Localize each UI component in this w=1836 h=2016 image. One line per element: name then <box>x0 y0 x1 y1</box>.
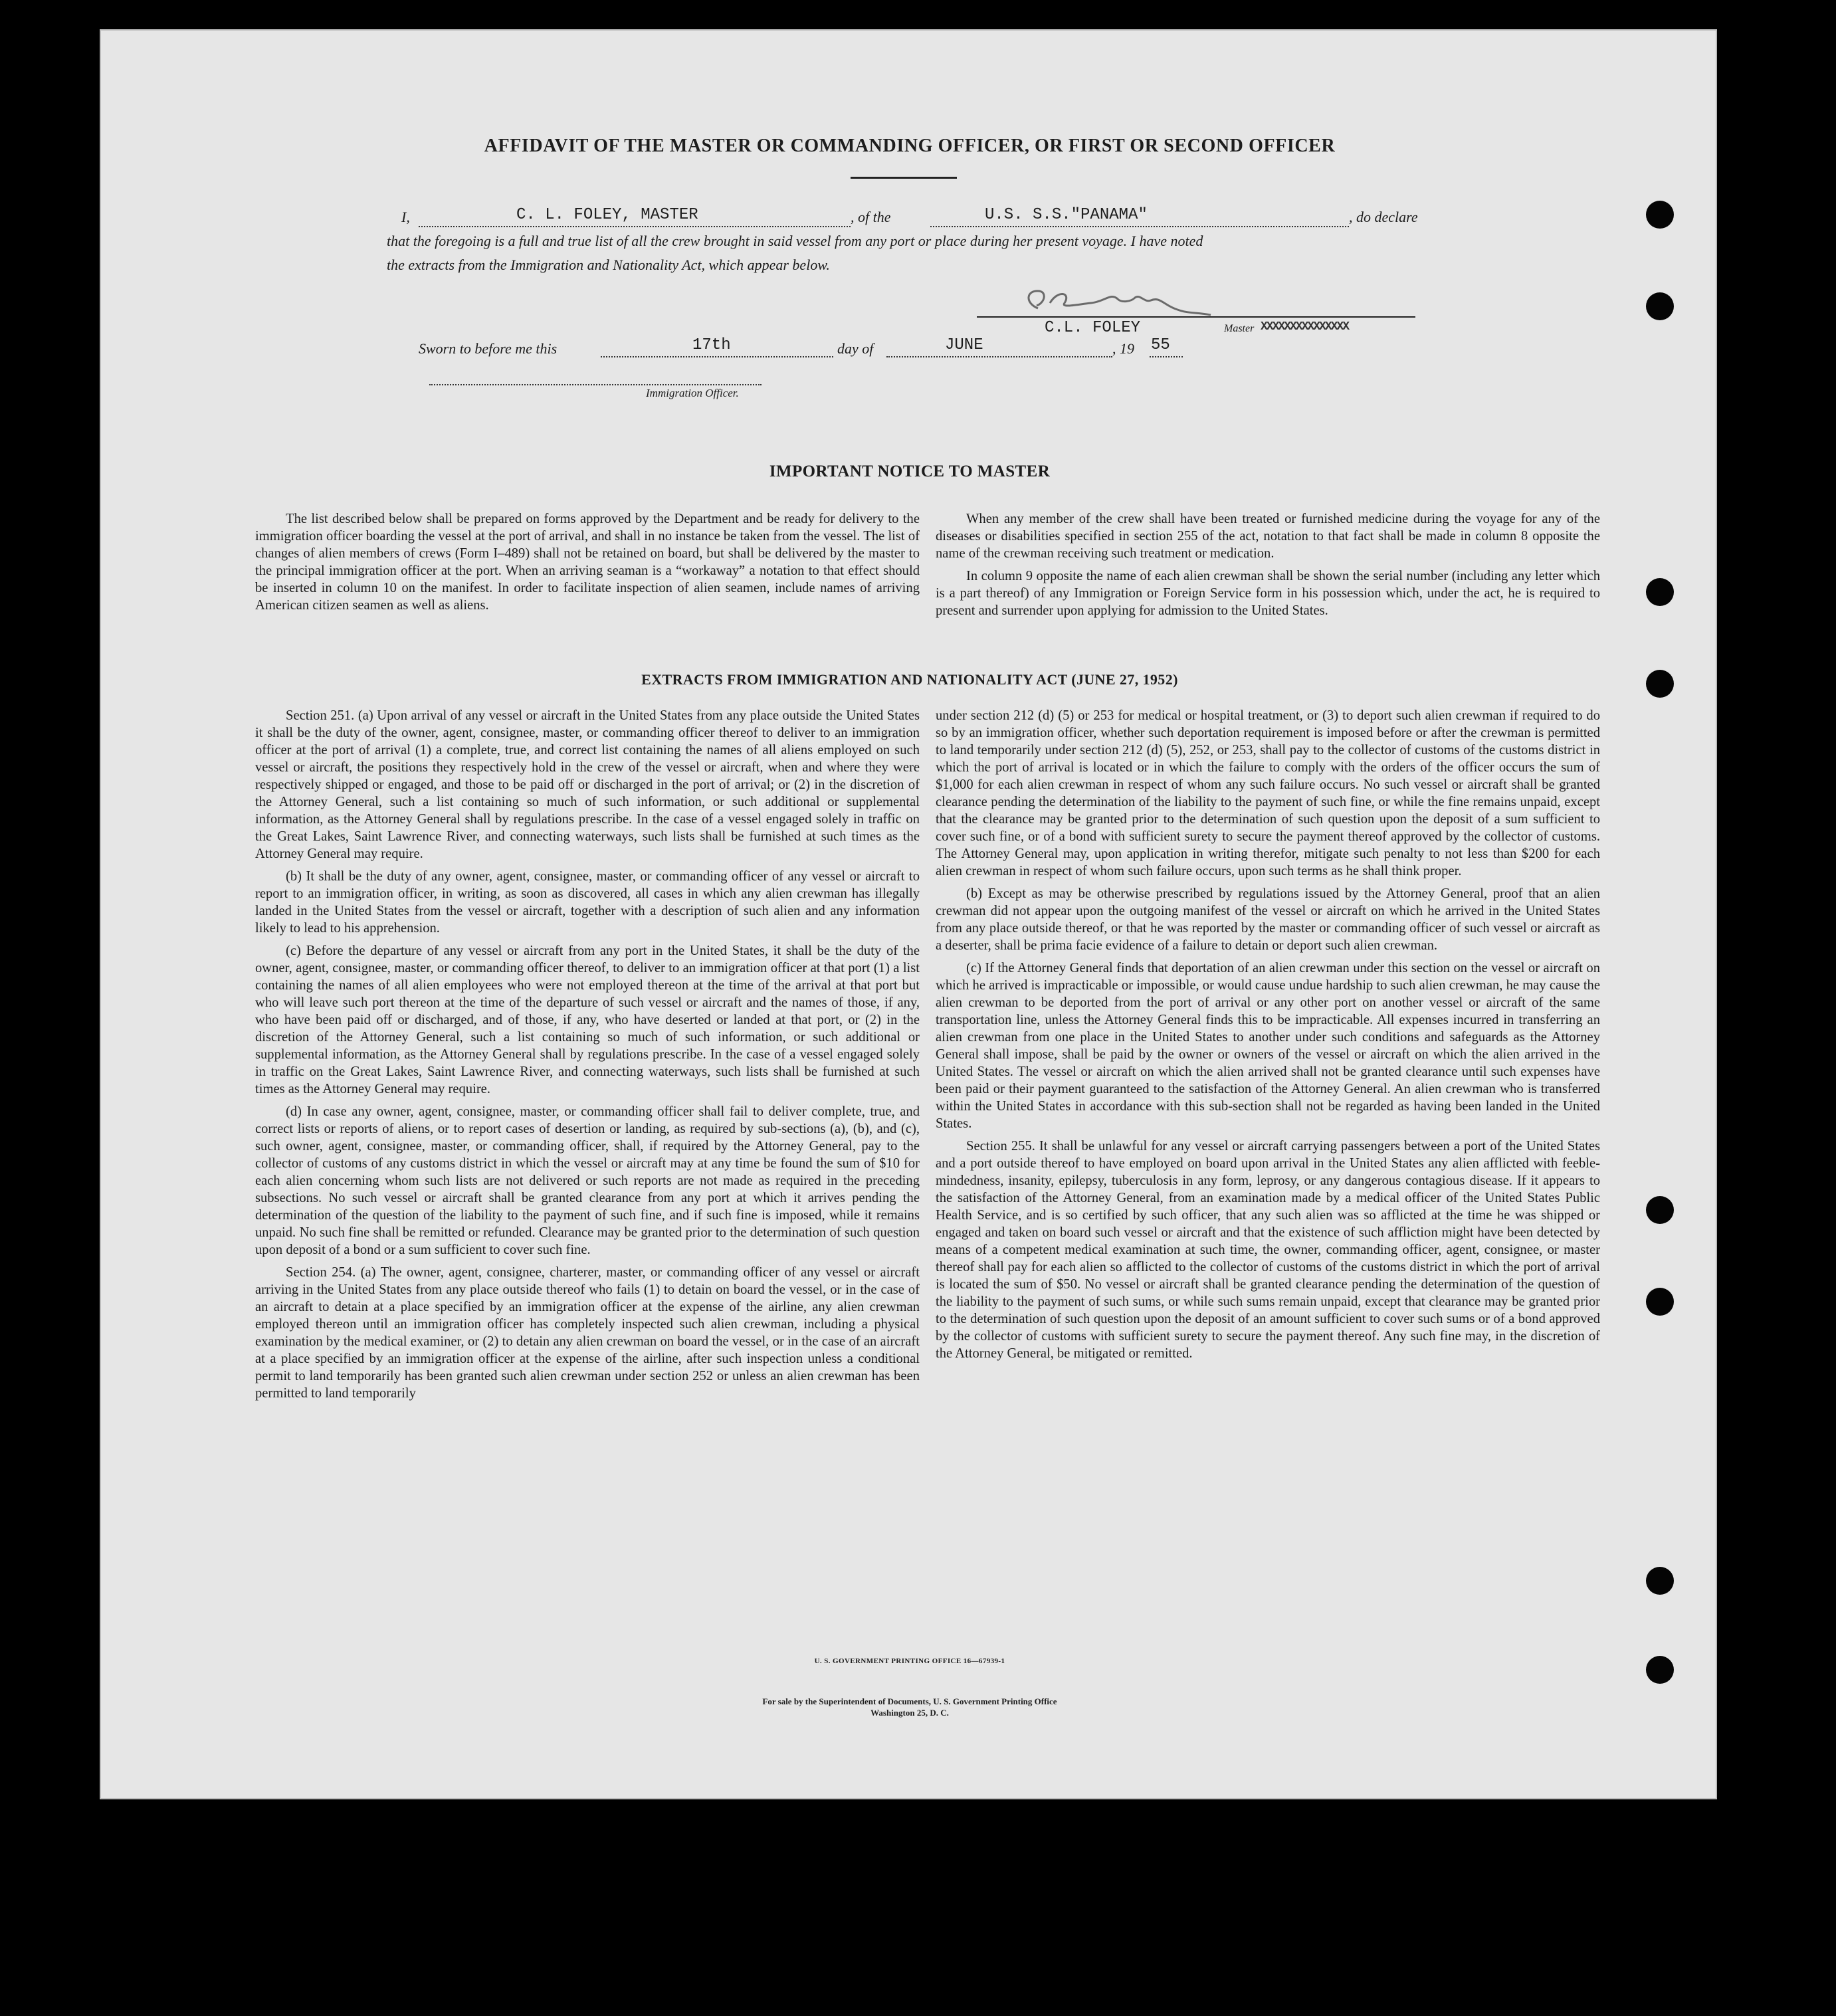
notice-right-column <box>936 510 1600 619</box>
day-dotted-line <box>601 356 833 357</box>
notice-title: IMPORTANT NOTICE TO MASTER <box>769 462 1051 480</box>
day-of-label: day of <box>837 340 874 357</box>
section-251-a: Section 251. (a) Upon arrival of any vessel or aircraft in the United States from any place outside the United States it shall be the duty of the owner, agent, consignee, master, or commanding officer thereof to deliver to an immigration officer at the port of arrival (1) a complete, true, and correct list containing the names of all aliens employed on such vessel or aircraft, the positions they respectively hold in the crew of the vessel or aircraft, when and where they were respectively shipped or engaged, and those to be paid off or discharged in the port of arrival; or (2) in the discretion of the Attorney General, such a list containing so much of such information, or such additional or supplemental information, as the Attorney General shall by regulations prescribe. In the case of a vessel engaged solely in traffic on the Great Lakes, Saint Lawrence River, and connecting waterways, such lists shall be furnished at such times as the Attorney General may require. <box>255 708 920 861</box>
section-251-c: (c) Before the departure of any vessel or aircraft from any port in the United States, it shall be the duty of the owner, agent, consignee, master, or commanding officer thereof, to deliver to an immigration officer at that port (1) a list containing the names of all alien employees who were not employed thereon at the time of the arrival at that port but who will leave such port thereon at the time of the departure of such vessel or aircraft and the names of those, if any, who have been paid off or discharged, and of those, if any, who have deserted or landed at that port, or (2) in the discretion of the Attorney General, such a list containing so much of such information, or such additional or supplemental information, as the Attorney General shall by regulations prescribe. In the case of a vessel engaged solely in traffic on the Great Lakes, Saint Lawrence River, and connecting waterways, such lists shall be furnished at such times as the Attorney General may require. <box>255 944 920 1096</box>
sworn-day: 17th <box>692 336 731 354</box>
binder-hole <box>1646 1288 1674 1316</box>
declaration-text-line-2: that the foregoing is a full and true list of all the crew brought in said vessel from any port or place during her present voyage. I have noted <box>387 233 1203 249</box>
sale-notice-line-2: Washington 25, D. C. <box>870 1708 949 1718</box>
sworn-prefix: Sworn to before me this <box>419 340 558 357</box>
notice-left-paragraph: The list described below shall be prepared on forms approved by the Department and be ready for delivery to the immigration officer boarding the vessel at the port of arrival, and shall in no instance be taken from the vessel. The list of changes of alien members of crews (Form I–489) shall not be retained on board, but shall be delivered by the master to the principal immigration officer at the port. When an arriving seaman is a “workaway” a notation to that effect should be inserted in column 10 on the manifest. In order to facilitate inspection of alien seamen, include names of arriving American citizen seamen as well as aliens. <box>255 512 920 613</box>
form-page <box>100 29 1717 1799</box>
notice-right-paragraph: When any member of the crew shall have been treated or furnished medicine during the voyage for any of the diseases or disabilities specified in section 255 of the act, notation to that fact shall be made in column 8 opposite the name of the crewman receiving such treatment or medication. <box>936 512 1600 561</box>
notice-left-column <box>255 510 920 614</box>
section-254-a: Section 254. (a) The owner, agent, consignee, charterer, master, or commanding officer of any vessel or aircraft arriving in the United States from any place outside thereof who fails (1) to detain on board the vessel, or in the case of an aircraft to detain at a place specified by an immigration officer at the expense of the airline, any alien crewman employed thereon until an immigration officer has completely inspected such alien crewman, including a physical examination by the medical examiner, or (2) to detain any alien crewman on board the vessel, or in the case of an aircraft at a place specified by an immigration officer at the expense of the airline, after such inspection unless a conditional permit to land temporarily has been granted such alien crewman under section 252 or unless an alien crewman has been permitted to land temporarily <box>255 1265 920 1401</box>
master-name: C. L. FOLEY, MASTER <box>516 206 698 224</box>
signer-title-label: Master <box>1224 323 1255 334</box>
sworn-month: JUNE <box>945 336 983 354</box>
year-prefix: , 19 <box>1112 340 1134 357</box>
sworn-year: 55 <box>1151 336 1170 354</box>
do-declare-label: , do declare <box>1349 209 1418 225</box>
section-254-c: (c) If the Attorney General finds that deportation of an alien crewman under this section on the vessel or aircraft on which he arrived is impracticable or impossible, or would cause undue hardship to such alien crewman, he may cause the alien crewman to be deported from the port of arrival or any other port on another vessel or aircraft of the same transportation line, unless the Attorney General finds this to be impracticable. All expenses incurred in transferring an alien crewman from one place in the United States to another under such conditions and safeguards as the Attorney General shall impose, shall be paid by the owner or owners of the vessel or aircraft on which the alien arrived in the United States. The vessel or aircraft on which the alien arrived shall not be granted clearance until such expenses have been paid or their payment guaranteed to the satisfaction of the Attorney General. An alien crewman who is transferred within the United States in accordance with this sub-section shall not be regarded as having been landed in the United States. <box>936 961 1600 1131</box>
binder-hole <box>1646 1567 1674 1595</box>
name-dotted-line <box>419 226 851 227</box>
binder-hole <box>1646 1196 1674 1224</box>
of-the-label: , of the <box>851 209 891 225</box>
binder-hole <box>1646 578 1674 606</box>
year-dotted-line <box>1150 356 1183 357</box>
declaration-text-line-3: the extracts from the Immigration and Nationality Act, which appear below. <box>387 256 830 273</box>
extracts-right-column <box>936 707 1600 1362</box>
section-254-a-continued: under section 212 (d) (5) or 253 for medical or hospital treatment, or (3) to deport such alien crewman if required to do so by an immigration officer, whether such deportation requirement is imposed before or after the crewman is permitted to land temporarily under section 212 (d) (5), 252, or 253, shall pay to the collector of customs of the customs district in which the port of arrival is located or in which the failure to comply with the orders of the officer occurs the sum of $1,000 for each alien crewman in respect of whom any such failure occurs. No such vessel or aircraft shall be granted clearance pending the determination of the liability to the payment of such fine, or while the fine remains unpaid, except that the clearance may be granted prior to the determination of such question upon the deposit of a sum sufficient to cover such fine, or of a bond with sufficient surety to secure the payment thereof approved by the collector of customs. The Attorney General may, upon application in writing therefor, mitigate such penalty to not less than $200 for each alien crewman in respect of whom such failure occurs, upon such terms as he shall think proper. <box>936 708 1600 878</box>
binder-hole <box>1646 201 1674 229</box>
declaration-prefix: I, <box>401 209 410 225</box>
section-251-b: (b) It shall be the duty of any owner, agent, consignee, master, or commanding officer of any vessel or aircraft to report to an immigration officer, in writing, as soon as discovered, all cases in which any alien crewman has illegally landed in the United States from the vessel or aircraft, together with a description of such alien and any information likely to lead to his apprehension. <box>255 869 920 936</box>
printer-mark: U. S. GOVERNMENT PRINTING OFFICE 16—67939-1 <box>814 1657 1005 1665</box>
notice-right-paragraph: In column 9 opposite the name of each alien crewman shall be shown the serial number (including any letter which is a part thereof) of any Immigration or Foreign Service form in his possession which, under the act, he is required to present and surrender upon applying for admission to the United States. <box>936 569 1600 618</box>
sale-notice <box>101 1696 1718 1718</box>
signature-line <box>977 316 1415 318</box>
immigration-officer-signature-line <box>429 384 762 385</box>
section-254-b: (b) Except as may be otherwise prescribed by regulations issued by the Attorney General, proof that an alien crewman did not appear upon the outgoing manifest of the vessel or aircraft on which he arrived in the United States from any place outside thereof, or that he was reported by the master or commanding officer of such vessel or aircraft as a deserter, shall be prima facie evidence of a failure to detain or deport such alien crewman. <box>936 886 1600 953</box>
signer-typed-name: C.L. FOLEY <box>1045 319 1141 337</box>
vessel-dotted-line <box>930 226 1349 227</box>
section-251-d: (d) In case any owner, agent, consignee, master, or commanding officer shall fail to deliver complete, true, and correct lists or reports of aliens, or to report cases of desertion or landing, as required by sub-sections (a), (b), and (c), such owner, agent, consignee, master, or commanding officer, shall, if required by the Attorney General, pay to the collector of customs of any customs district in which the vessel or aircraft may at any time be found the sum of $10 for each alien concerning whom such lists are not delivered or such reports are not made as required in the preceding subsections. No such vessel or aircraft shall be granted clearance from any port at which it arrives pending the determination of the question of the liability to the payment of such fine, and if such fine is imposed, while it remains unpaid. No such fine shall be remitted or refunded. Clearance may be granted prior to the determination of such question upon deposit of a bond or a sum sufficient to cover such fine. <box>255 1104 920 1257</box>
sale-notice-line-1: For sale by the Superintendent of Documents, U. S. Government Printing Office <box>762 1696 1057 1706</box>
struck-out-title: XXXXXXXXXXXXXXX <box>1261 320 1349 334</box>
immigration-officer-label: Immigration Officer. <box>646 387 739 399</box>
section-255: Section 255. It shall be unlawful for any vessel or aircraft carrying passengers between a port of the United States and a port outside thereof to have employed on board upon arrival in the United States any alien afflicted with feeble-mindedness, insanity, epilepsy, tuberculosis in any form, leprosy, or any dangerous contagious disease. If it appears to the satisfaction of the Attorney General, from an examination made by a medical officer of the United States Public Health Service, and is so certified by such officer, that any such alien was so afflicted at the time he was shipped or engaged and taken on board such vessel or aircraft and that the existence of such affliction might have been detected by means of a competent medical examination at such time, the owner, commanding officer, agent, consignee, or master thereof shall pay for each alien so afflicted to the collector of customs of the customs district in which the port of arrival is located the sum of $50. No vessel or aircraft shall be granted clearance pending the determination of the question of the liability to the payment of such sums, or while such sums remain unpaid, except that clearance may be granted prior to the determination of such question upon the deposit of an amount sufficient to cover such sums or of a bond approved by the collector of customs with sufficient surety to secure the payment thereof. Any such fine may, in the discretion of the Attorney General, be mitigated or remitted. <box>936 1139 1600 1361</box>
extracts-left-column <box>255 707 920 1402</box>
affidavit-title: AFFIDAVIT OF THE MASTER OR COMMANDING OFFICER, OR FIRST OR SECOND OFFICER <box>484 136 1336 156</box>
month-dotted-line <box>886 356 1112 357</box>
binder-hole <box>1646 292 1674 320</box>
title-rule <box>851 177 957 179</box>
extracts-title: EXTRACTS FROM IMMIGRATION AND NATIONALITY ACT (JUNE 27, 1952) <box>641 671 1178 688</box>
vessel-name: U.S. S.S."PANAMA" <box>985 206 1148 224</box>
